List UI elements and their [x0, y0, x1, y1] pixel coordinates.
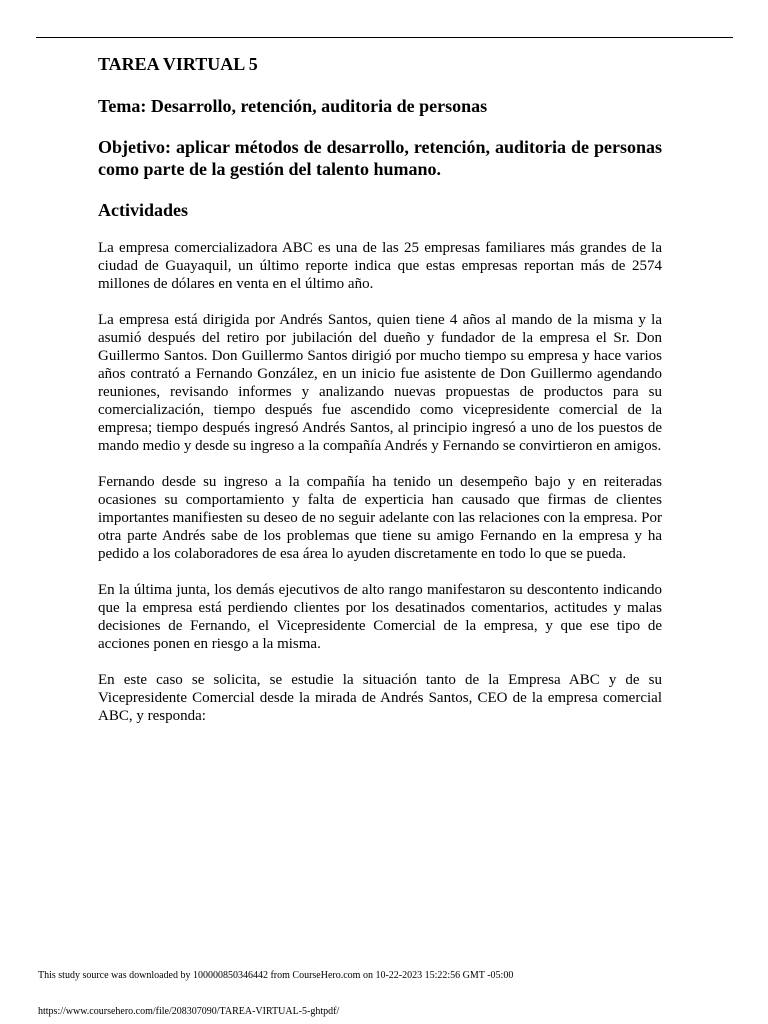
- header-rule: [36, 37, 733, 38]
- activities-heading: Actividades: [98, 200, 188, 220]
- paragraph-leadership: La empresa está dirigida por Andrés Santos, quien tiene 4 años al mando de la misma y la asumió después del retiro por jubilación del dueño y fundador de la empresa el Sr. Don Guillermo Santos. Don Guillermo Santos dirigió por mucho tiempo su empresa y hace varios años contrató a Fernando González, en un inicio fue asistente de Don Guillermo agendando reuniones, revisando informes y analizando nuevas propuestas de productos para su comercialización, tiempo después fue ascendido como vicepresidente comercial de la empresa; tiempo después ingresó Andrés Santos, al principio ingresó a uno de los puestos de mando medio y desde su ingreso a la compañía Andrés y Fernando se convirtieron en amigos.: [98, 312, 662, 454]
- topic-heading: Tema: Desarrollo, retención, auditoria de personas: [98, 96, 488, 116]
- paragraph-last-meeting: En la última junta, los demás ejecutivos de alto rango manifestaron su descontento indicando que la empresa está perdiendo clientes por los desatinados comentarios, actitudes y malas decisiones de Fernando, el Vicepresidente Comercial de la empresa, y que ese tipo de acciones ponen en riesgo a la misma.: [98, 582, 662, 652]
- paragraph-fernando-performance: Fernando desde su ingreso a la compañía ha tenido un desempeño bajo y en reiteradas ocasiones su comportamiento y falta de experticia han causado que firmas de clientes importantes manifiesten su deseo de no seguir adelante con las relaciones con la empresa. Por otra parte Andrés sabe de los problemas que tiene su amigo Fernando en la empresa y ha pedido a los colaboradores de esa área lo ayuden discretamente en todo lo que se pueda.: [98, 474, 662, 562]
- document-title: TAREA VIRTUAL 5: [98, 54, 258, 74]
- objective-heading: Objetivo: aplicar métodos de desarrollo, retención, auditoria de personas como parte de la gestión del talento humano.: [98, 137, 662, 179]
- paragraph-request: En este caso se solicita, se estudie la situación tanto de la Empresa ABC y de su Vicepresidente Comercial desde la mirada de Andrés Santos, CEO de la empresa comercial ABC, y responda:: [98, 672, 662, 724]
- download-source-note: This study source was downloaded by 100000850346442 from CourseHero.com on 10-22-2023 15:22:56 GMT -05:00: [38, 970, 514, 981]
- paragraph-company-intro: La empresa comercializadora ABC es una de las 25 empresas familiares más grandes de la ciudad de Guayaquil, un último reporte indica que estas empresas reportan más de 2574 millones de dólares en venta en el último año.: [98, 240, 662, 292]
- document-body: [98, 52, 662, 743]
- document-url-link[interactable]: https://www.coursehero.com/file/208307090/TAREA-VIRTUAL-5-ghtpdf/: [38, 1006, 340, 1017]
